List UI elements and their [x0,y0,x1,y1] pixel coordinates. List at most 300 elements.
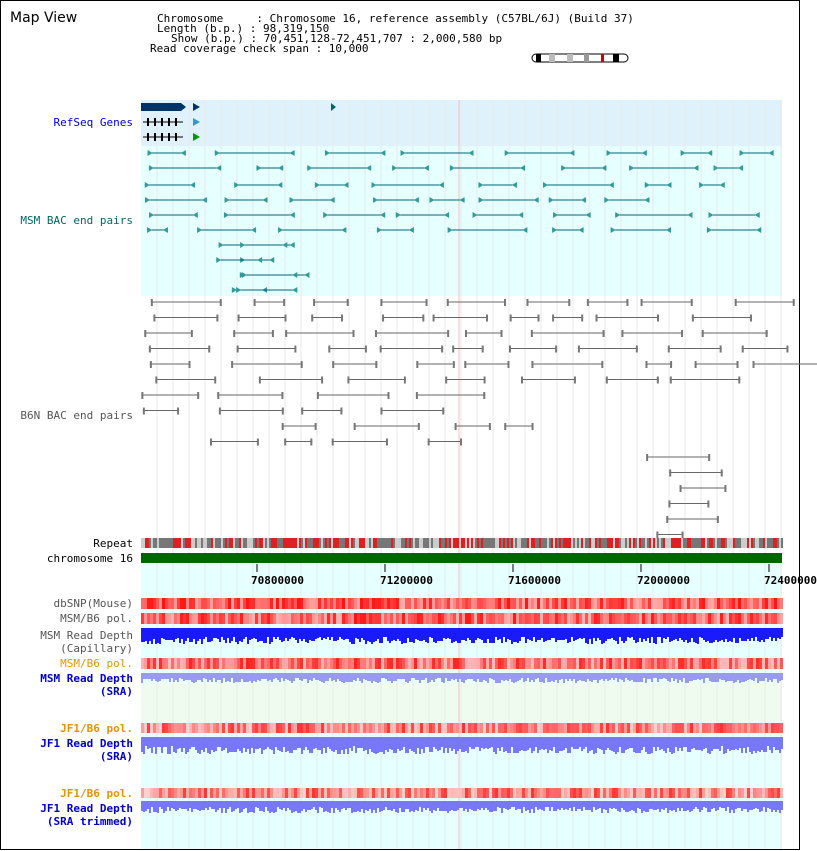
jf1-trim-depth-bar [455,801,457,811]
msm-pol-heat-cell [552,613,555,624]
jf1-sra-depth-bar [453,737,455,749]
bac-end-marker [603,330,605,337]
jf1-pol-heat-cell [570,723,573,733]
dbsnp-heat-cell [627,598,630,609]
repeat-mark [463,538,465,548]
msm-pol-heat-cell [567,613,570,624]
track-label-jf1-depth-trim[interactable]: JF1 Read Depth [40,802,133,815]
msm-pol2-heat-cell [147,658,150,669]
msm-pol-heat-cell [165,613,168,624]
bac-end-marker [500,330,502,337]
dbsnp-heat-cell [507,598,510,609]
msm-sra-depth-bar [411,673,413,678]
repeat-mark [499,538,501,548]
track-label-dbsnp[interactable]: dbSNP(Mouse) [53,597,133,610]
jf1-trim-depth-bar [255,801,257,807]
jf1-pol-heat-cell [375,723,378,733]
bac-end-marker [257,439,259,446]
msm-sra-depth-bar [657,673,659,682]
msm-sra-depth-bar [347,673,349,682]
repeat-mark [627,538,629,548]
track-label-b6n-bac[interactable]: B6N BAC end pairs [20,409,133,422]
jf1-trim-depth-bar [501,801,503,813]
dbsnp-heat-cell [525,598,528,609]
jf1-pol-heat-cell [636,723,639,733]
jf1-sra-depth-bar [437,737,439,751]
jf1-trim-depth-bar [629,801,631,811]
jf1-pol-heat-cell [639,723,642,733]
jf1-pol2-heat-cell [402,788,405,798]
jf1-pol2-heat-cell [243,788,246,798]
msm-capillary-depth-bar [251,628,253,639]
jf1-pol2-heat-cell [657,788,660,798]
msm-sra-depth-bar [425,673,427,678]
track-label-msm-bac[interactable]: MSM BAC end pairs [20,214,133,227]
jf1-sra-depth-bar [699,737,701,750]
msm-pol2-heat-cell [279,658,282,669]
repeat-mark [737,538,739,548]
msm-pol-heat-cell [264,613,267,624]
msm-capillary-depth-bar [279,628,281,640]
bac-end-marker [151,299,153,306]
jf1-pol2-heat-cell [639,788,642,798]
jf1-pol-heat-cell [396,723,399,733]
jf1-trim-depth-bar [781,801,783,810]
dbsnp-heat-cell [234,598,237,609]
bac-end-marker [692,315,694,322]
msm-pol2-heat-cell [198,658,201,669]
msm-pol-heat-cell [708,613,711,624]
jf1-sra-depth-bar [597,737,599,748]
msm-capillary-depth-bar [383,628,385,637]
jf1-pol-heat-cell [588,723,591,733]
dbsnp-heat-cell [309,598,312,609]
jf1-pol-heat-cell [678,723,681,733]
msm-sra-depth-bar [667,673,669,681]
jf1-sra-depth-bar [283,737,285,747]
msm-capillary-depth-bar [723,628,725,642]
msm-sra-depth-bar [245,673,247,682]
jf1-pol2-heat-cell [741,788,744,798]
jf1-trim-depth-bar [443,801,445,811]
jf1-sra-depth-bar [465,737,467,751]
dbsnp-heat-cell [744,598,747,609]
jf1-pol-heat-cell [234,723,237,733]
repeat-mark [615,538,617,548]
msm-capillary-depth-bar [651,628,653,637]
msm-pol2-heat-cell [249,658,252,669]
repeat-mark [381,538,383,548]
msm-capillary-depth-bar [489,628,491,643]
jf1-trim-depth-bar [541,801,543,810]
jf1-sra-depth-bar [243,737,245,748]
jf1-pol2-heat-cell [612,788,615,798]
msm-sra-depth-bar [199,673,201,680]
jf1-pol2-heat-cell [228,788,231,798]
msm-pol-heat-cell [312,613,315,624]
msm-sra-depth-bar [675,673,677,679]
msm-pol2-heat-cell [381,658,384,669]
dbsnp-heat-cell [768,598,771,609]
repeat-mark [687,538,689,548]
jf1-pol-heat-cell [183,723,186,733]
jf1-pol2-heat-cell [699,788,702,798]
jf1-pol2-heat-cell [309,788,312,798]
jf1-sra-depth-bar [521,737,523,750]
jf1-trim-depth-bar [171,801,173,808]
msm-sra-depth-bar [713,673,715,682]
jf1-sra-depth-bar [221,737,223,751]
msm-sra-depth-bar [379,673,381,682]
jf1-sra-depth-bar [361,737,363,748]
jf1-trim-depth-bar [621,801,623,808]
jf1-sra-depth-bar [745,737,747,753]
msm-pol2-heat-cell [225,658,228,669]
repeat-mark [221,538,223,548]
repeat-mark [551,538,553,548]
jf1-sra-depth-bar [199,737,201,754]
jf1-pol2-heat-cell [153,788,156,798]
jf1-pol-heat-cell [609,723,612,733]
msm-pol-heat-cell [666,613,669,624]
msm-pol2-heat-cell [588,658,591,669]
jf1-trim-depth-bar [261,801,263,811]
dbsnp-heat-cell [588,598,591,609]
jf1-sra-depth-bar [333,737,335,752]
bac-end-marker [441,346,443,353]
repeat-mark [269,538,271,548]
msm-pol-heat-cell [648,613,651,624]
msm-capillary-depth-bar [183,628,185,644]
bac-end-marker [596,315,598,322]
jf1-trim-depth-bar [623,801,625,810]
track-label-jf1-depth-sra-sub: (SRA) [99,750,133,763]
jf1-sra-depth-bar [497,737,499,748]
msm-pol-heat-cell [159,613,162,624]
repeat-mark [329,538,331,548]
msm-pol-heat-cell [414,613,417,624]
msm-capillary-depth-bar [577,628,579,639]
dbsnp-heat-cell [366,598,369,609]
jf1-pol-heat-cell [279,723,282,733]
jf1-pol-heat-cell [417,723,420,733]
jf1-sra-depth-bar [231,737,233,752]
jf1-sra-depth-bar [149,737,151,748]
msm-pol-heat-cell [306,613,309,624]
jf1-trim-depth-bar [329,801,331,813]
msm-capillary-depth-bar [545,628,547,641]
jf1-trim-depth-bar [475,801,477,811]
jf1-sra-depth-bar [475,737,477,747]
repeat-mark [461,538,463,548]
msm-sra-depth-bar [695,673,697,680]
jf1-trim-depth-bar [717,801,719,810]
bac-end-marker [707,501,709,508]
msm-capillary-depth-bar [195,628,197,644]
jf1-pol-heat-cell [339,723,342,733]
repeat-mark [405,538,407,548]
jf1-sra-depth-bar [491,737,493,747]
jf1-sra-depth-bar [245,737,247,752]
msm-sra-depth-bar [585,673,587,682]
dbsnp-heat-cell [594,598,597,609]
msm-capillary-depth-bar [321,628,323,640]
bac-end-marker [646,454,648,461]
jf1-pol-heat-cell [219,723,222,733]
repeat-mark [169,538,171,548]
bac-end-marker [365,346,367,353]
msm-pol-heat-cell [249,613,252,624]
jf1-trim-depth-bar [393,801,395,809]
jf1-trim-depth-bar [223,801,225,808]
msm-capillary-depth-bar [547,628,549,640]
msm-sra-depth-bar [213,673,215,678]
repeat-mark [507,538,509,548]
dbsnp-heat-cell [459,598,462,609]
track-label-msm-b6-pol-1[interactable]: MSM/B6 pol. [60,612,133,625]
msm-pol2-heat-cell [258,658,261,669]
jf1-trim-depth-bar [645,801,647,812]
msm-pol-heat-cell [606,613,609,624]
msm-pol-heat-cell [675,613,678,624]
msm-capillary-depth-bar [253,628,255,638]
jf1-sra-depth-bar [651,737,653,753]
jf1-pol2-heat-cell [330,788,333,798]
repeat-mark [595,538,597,548]
repeat-mark [619,538,621,548]
jf1-trim-depth-bar [653,801,655,810]
bac-end-marker [641,299,643,306]
dbsnp-heat-cell [504,598,507,609]
jf1-sra-depth-bar [205,737,207,748]
msm-sra-depth-bar [739,673,741,683]
jf1-trim-depth-bar [409,801,411,812]
msm-sra-depth-bar [267,673,269,681]
jf1-trim-depth-bar [369,801,371,809]
msm-pol-heat-cell [534,613,537,624]
msm-pol-heat-cell [177,613,180,624]
repeat-mark [707,538,709,548]
msm-sra-depth-bar [725,673,727,682]
repeat-mark [491,538,493,548]
track-label-jf1-depth-sra[interactable]: JF1 Read Depth [40,737,133,750]
track-label-jf1-b6-pol-2[interactable]: JF1/B6 pol. [60,787,133,800]
msm-capillary-depth-bar [565,628,567,639]
jf1-trim-depth-bar [625,801,627,812]
msm-pol2-heat-cell [312,658,315,669]
msm-pol2-heat-cell [693,658,696,669]
msm-pol-heat-cell [441,613,444,624]
jf1-pol2-heat-cell [150,788,153,798]
jf1-trim-depth-bar [355,801,357,812]
jf1-trim-depth-bar [509,801,511,809]
msm-capillary-depth-bar [223,628,225,640]
jf1-sra-depth-bar [365,737,367,750]
repeat-mark [283,538,285,548]
repeat-mark [397,538,399,548]
msm-pol2-heat-cell [456,658,459,669]
jf1-pol2-heat-cell [174,788,177,798]
msm-pol-heat-cell [255,613,258,624]
jf1-pol-heat-cell [432,723,435,733]
dbsnp-heat-cell [141,598,144,609]
msm-sra-depth-bar [235,673,237,682]
repeat-mark [657,538,659,548]
dbsnp-heat-cell [177,598,180,609]
jf1-trim-depth-bar [399,801,401,808]
msm-capillary-depth-bar [243,628,245,639]
dbsnp-heat-cell [312,598,315,609]
track-label-msm-b6-pol-2[interactable]: MSM/B6 pol. [60,657,133,670]
msm-pol2-heat-cell [546,658,549,669]
msm-pol-heat-cell [225,613,228,624]
jf1-pol2-heat-cell [162,788,165,798]
msm-pol-heat-cell [141,613,144,624]
dbsnp-heat-cell [480,598,483,609]
msm-sra-depth-bar [685,673,687,683]
msm-pol2-heat-cell [339,658,342,669]
jf1-pol2-heat-cell [381,788,384,798]
dbsnp-heat-cell [192,598,195,609]
jf1-pol2-heat-cell [432,788,435,798]
jf1-trim-depth-bar [521,801,523,813]
jf1-pol2-heat-cell [378,788,381,798]
msm-capillary-depth-bar [269,628,271,644]
msm-sra-depth-bar [365,673,367,680]
msm-sra-depth-bar [313,673,315,678]
repeat-mark [155,538,157,548]
msm-sra-depth-bar [655,673,657,678]
jf1-trim-depth-bar [525,801,527,811]
dbsnp-heat-cell [648,598,651,609]
jf1-pol2-heat-cell [537,788,540,798]
jf1-sra-depth-bar [451,737,453,751]
repeat-mark [193,538,195,548]
msm-capillary-depth-bar [771,628,773,641]
msm-pol2-heat-cell [753,658,756,669]
jf1-sra-depth-bar [289,737,291,753]
msm-sra-depth-bar [559,673,561,680]
jf1-pol2-heat-cell [210,788,213,798]
msm-capillary-depth-bar [575,628,577,640]
msm-capillary-depth-bar [435,628,437,643]
bac-end-marker [657,315,659,322]
msm-capillary-depth-bar [605,628,607,641]
jf1-trim-depth-bar [177,801,179,810]
jf1-sra-depth-bar [727,737,729,749]
msm-sra-depth-bar [247,673,249,682]
msm-capillary-depth-bar [739,628,741,638]
msm-capillary-depth-bar [141,628,143,642]
msm-sra-depth-bar [175,673,177,680]
jf1-sra-depth-bar [629,737,631,748]
jf1-sra-depth-bar [645,737,647,752]
msm-capillary-depth-bar [177,628,179,638]
msm-sra-depth-bar [427,673,429,683]
msm-capillary-depth-bar [267,628,269,637]
msm-capillary-depth-bar [671,628,673,641]
ruler-tick-label: 71200000 [380,574,433,587]
jf1-pol-heat-cell [624,723,627,733]
track-label-refseq[interactable]: RefSeq Genes [53,116,133,129]
repeat-mark [217,538,219,548]
msm-pol2-heat-cell [300,658,303,669]
jf1-pol2-heat-cell [219,788,222,798]
jf1-sra-depth-bar [633,737,635,752]
jf1-pol-heat-cell [315,723,318,733]
jf1-sra-depth-bar [671,737,673,754]
repeat-mark [175,538,177,548]
dbsnp-heat-cell [711,598,714,609]
msm-sra-depth-bar [753,673,755,681]
jf1-trim-depth-bar [391,801,393,811]
msm-capillary-depth-bar [285,628,287,638]
msm-pol2-heat-cell [624,658,627,669]
msm-pol-heat-cell [291,613,294,624]
dbsnp-heat-cell [615,598,618,609]
msm-capillary-depth-bar [339,628,341,637]
bac-end-marker [220,299,222,306]
jf1-trim-depth-bar [247,801,249,813]
msm-pol2-heat-cell [432,658,435,669]
jf1-trim-depth-bar [491,801,493,812]
jf1-sra-depth-bar [197,737,199,753]
jf1-trim-depth-bar [681,801,683,808]
jf1-pol-heat-cell [513,723,516,733]
repeat-mark [373,538,375,548]
track-label-msm-depth-capillary[interactable]: MSM Read Depth [40,629,133,642]
bac-end-marker [695,361,697,368]
track-label-jf1-b6-pol-1[interactable]: JF1/B6 pol. [60,722,133,735]
track-label-msm-depth-sra[interactable]: MSM Read Depth [40,672,133,685]
track-label-repeat: Repeat [93,537,133,550]
jf1-pol-heat-cell [681,723,684,733]
jf1-trim-depth-bar [175,801,177,811]
msm-sra-depth-bar [143,673,145,679]
dbsnp-heat-cell [735,598,738,609]
msm-capillary-depth-bar [713,628,715,642]
jf1-pol-heat-cell [684,723,687,733]
jf1-trim-depth-bar [389,801,391,810]
jf1-trim-depth-bar [667,801,669,813]
jf1-pol2-heat-cell [543,788,546,798]
repeat-mark [241,538,243,548]
jf1-trim-depth-bar [301,801,303,811]
msm-sra-depth-bar [251,673,253,683]
jf1-pol-heat-cell [567,723,570,733]
dbsnp-heat-cell [750,598,753,609]
msm-capillary-depth-bar [483,628,485,643]
jf1-trim-depth-bar [643,801,645,811]
dbsnp-heat-cell [330,598,333,609]
repeat-mark [401,538,403,548]
repeat-mark [313,538,315,548]
jf1-pol2-heat-cell [726,788,729,798]
msm-capillary-depth-bar [313,628,315,641]
jf1-pol-heat-cell [612,723,615,733]
msm-capillary-depth-bar [469,628,471,640]
msm-pol2-heat-cell [726,658,729,669]
jf1-trim-depth-bar [359,801,361,812]
msm-capillary-depth-bar [381,628,383,643]
jf1-trim-depth-bar [511,801,513,807]
msm-capillary-depth-bar [239,628,241,641]
dbsnp-heat-cell [297,598,300,609]
repeat-mark [481,538,483,548]
msm-pol-heat-cell [378,613,381,624]
msm-sra-depth-bar [617,673,619,682]
jf1-pol-heat-cell [423,723,426,733]
